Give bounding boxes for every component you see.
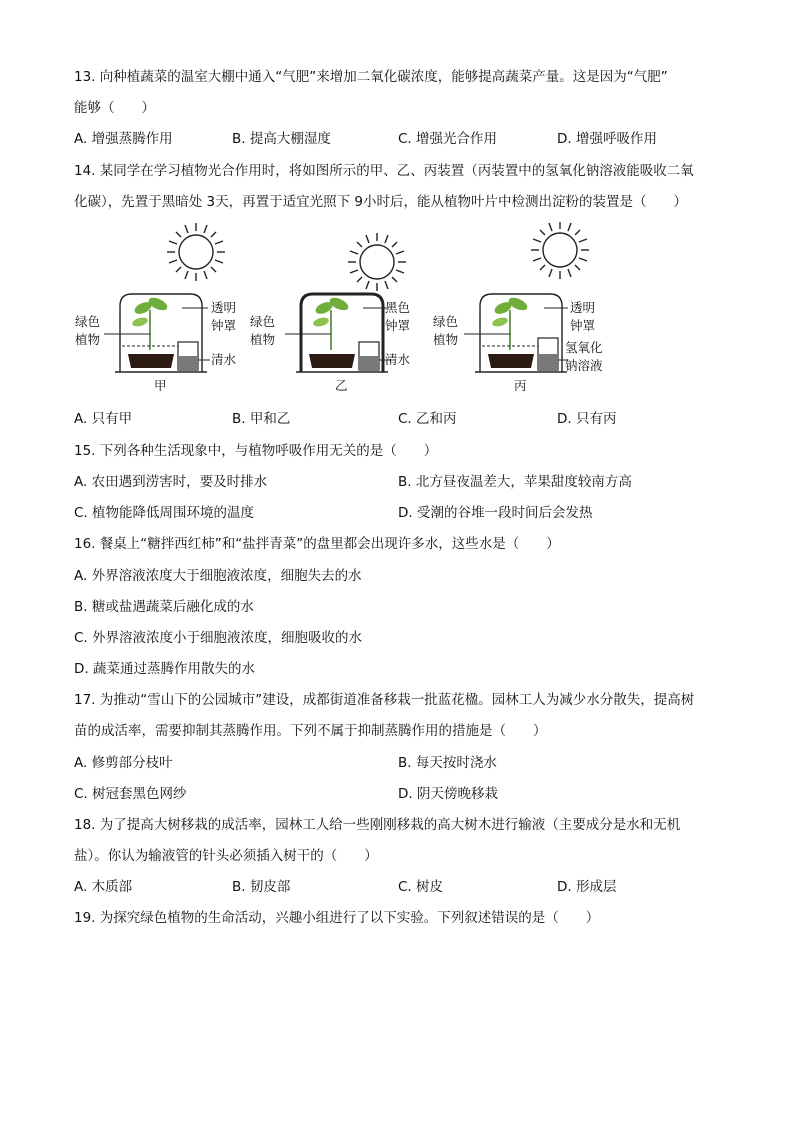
q17-option-c[interactable]: C. 树冠套黑色网纱: [74, 786, 187, 802]
q13-line-1: 13. 向种植蔬菜的温室大棚中通入“气肥”来增加二氧化碳浓度，能够提高蔬菜产量。这是因为“气肥”: [74, 69, 668, 85]
liquid-label-line-2: 钠溶液: [565, 358, 603, 373]
q19-line-1: 19. 为探究绿色植物的生命活动，兴趣小组进行了以下实验。下列叙述错误的是（ ）: [74, 910, 600, 926]
q14-line-2: 化碳），先置于黑暗处 3天，再置于适宜光照下 9小时后，能从植物叶片中检测出淀粉的装置是（ ）: [74, 194, 688, 210]
q15-option-b[interactable]: B. 北方昼夜温差大，苹果甜度较南方高: [398, 474, 632, 490]
plant-label-line-2: 植物: [75, 332, 101, 347]
soil-pot: [488, 354, 534, 368]
plant-label-line-1: 绿色: [433, 314, 459, 329]
water-beaker: [178, 342, 198, 370]
q18-line-2: 盐）。你认为输液管的针头必须插入树干的（ ）: [74, 848, 378, 864]
q13-option-d[interactable]: D. 增强呼吸作用: [557, 131, 657, 147]
q13-option-c[interactable]: C. 增强光合作用: [398, 131, 498, 147]
q15-option-d[interactable]: D. 受潮的谷堆一段时间后会发热: [398, 505, 593, 521]
cover-label-line-1: 透明: [570, 300, 596, 315]
device-bing: [433, 222, 603, 393]
plant-label-line-2: 植物: [433, 332, 459, 347]
cover-label-line-1: 黑色: [385, 300, 411, 315]
q16-option-c[interactable]: C. 外界溶液浓度小于细胞液浓度，细胞吸收的水: [74, 630, 363, 646]
liquid-label-line-1: 清水: [385, 352, 411, 367]
q16-option-a[interactable]: A. 外界溶液浓度大于细胞液浓度，细胞失去的水: [74, 568, 362, 584]
q14-option-a[interactable]: A. 只有甲: [74, 411, 133, 427]
device-name: 甲: [154, 378, 167, 393]
q14-line-1: 14. 某同学在学习植物光合作用时，将如图所示的甲、乙、丙装置（丙装置中的氢氧化钠溶液能吸收二氧: [74, 163, 694, 179]
cover-label-line-2: 钟罩: [570, 318, 596, 333]
q14-option-b[interactable]: B. 甲和乙: [232, 411, 291, 427]
q15-line-1: 15. 下列各种生活现象中，与植物呼吸作用无关的是（ ）: [74, 443, 438, 459]
q17-line-2: 苗的成活率，需要抑制其蒸腾作用。下列不属于抑制蒸腾作用的措施是（ ）: [74, 723, 547, 739]
q14-option-c[interactable]: C. 乙和丙: [398, 411, 457, 427]
sun-icon: [167, 223, 225, 281]
q18-option-b[interactable]: B. 韧皮部: [232, 879, 291, 895]
q15-option-a[interactable]: A. 农田遇到涝害时，要及时排水: [74, 474, 268, 490]
q13-option-a[interactable]: A. 增强蒸腾作用: [74, 131, 173, 147]
plant-label-line-2: 植物: [250, 332, 276, 347]
soil-pot: [309, 354, 355, 368]
sun-icon: [348, 233, 406, 291]
plant-label-line-1: 绿色: [250, 314, 276, 329]
liquid-label-line-1: 清水: [211, 352, 237, 367]
plant-label-line-1: 绿色: [75, 314, 101, 329]
q16-option-b[interactable]: B. 糖或盐遇蔬菜后融化成的水: [74, 599, 254, 615]
device-jia: [75, 223, 237, 393]
experiment-diagram: [70, 222, 630, 400]
q14-option-d[interactable]: D. 只有丙: [557, 411, 617, 427]
device-yi: [250, 233, 411, 393]
q18-line-1: 18. 为了提高大树移栽的成活率，园林工人给一些刚刚移栽的高大树木进行输液（主要成分是水和无机: [74, 817, 681, 833]
q13-option-b[interactable]: B. 提高大棚湿度: [232, 131, 331, 147]
device-name: 丙: [514, 378, 527, 393]
q18-option-c[interactable]: C. 树皮: [398, 879, 444, 895]
q15-option-c[interactable]: C. 植物能降低周围环境的温度: [74, 505, 255, 521]
naoh-beaker: [538, 338, 558, 370]
q16-option-d[interactable]: D. 蔬菜通过蒸腾作用散失的水: [74, 661, 255, 677]
cover-label-line-1: 透明: [211, 300, 237, 315]
sun-icon: [531, 222, 589, 279]
cover-label-line-2: 钟罩: [211, 318, 237, 333]
cover-label-line-2: 钟罩: [385, 318, 411, 333]
q17-option-b[interactable]: B. 每天按时浇水: [398, 755, 497, 771]
soil-pot: [128, 354, 174, 368]
q17-option-a[interactable]: A. 修剪部分枝叶: [74, 755, 173, 771]
q18-option-a[interactable]: A. 木质部: [74, 879, 133, 895]
q13-line-2: 能够（ ）: [74, 100, 155, 116]
experiment-figure: [70, 222, 630, 400]
q18-option-d[interactable]: D. 形成层: [557, 879, 617, 895]
water-beaker: [359, 342, 379, 370]
liquid-label-line-1: 氢氧化: [565, 340, 603, 355]
q17-option-d[interactable]: D. 阴天傍晚移栽: [398, 786, 498, 802]
device-name: 乙: [335, 378, 348, 393]
q16-line-1: 16. 餐桌上“糖拌西红柿”和“盐拌青菜”的盘里都会出现许多水，这些水是（ ）: [74, 536, 560, 552]
q17-line-1: 17. 为推动“雪山下的公园城市”建设，成都街道准备移栽一批蓝花楹。园林工人为减少水分散失，提高树: [74, 692, 695, 708]
